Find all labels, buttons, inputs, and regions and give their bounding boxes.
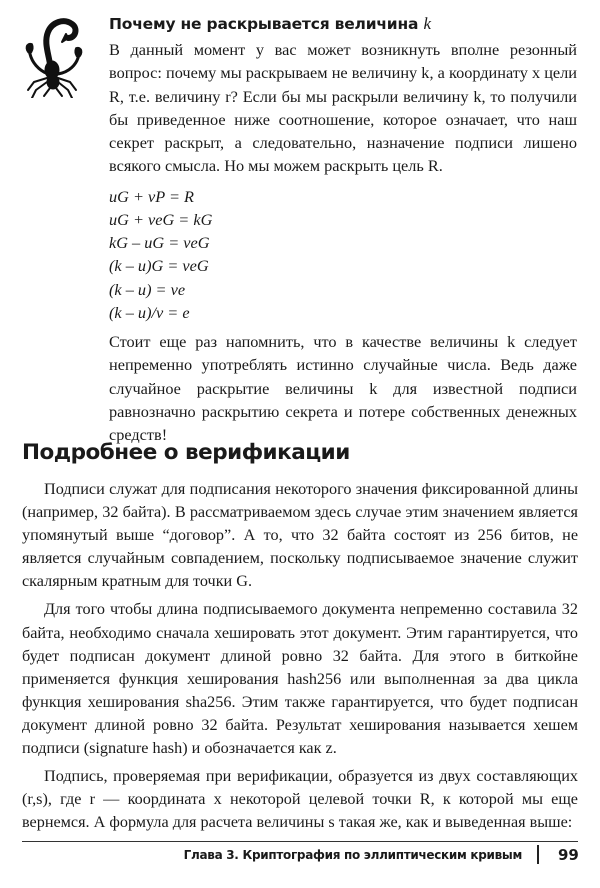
formula-line: uG + vP = R [109, 186, 194, 206]
footer-rule [22, 841, 578, 842]
body-paragraph-3: Подпись, проверяемая при верификации, образуется из двух составляющих (r,s), где r — координата x некоторой целевой точки R, к которой мы еще вернемся. А формула для расчета величины s такая же, как и выведенная выше: [22, 767, 578, 832]
formula-line: uG + veG = kG [109, 209, 213, 229]
sidebar-title: Почему не раскрывается величина k [109, 14, 431, 33]
section-body [22, 478, 578, 839]
scorpion-icon [20, 12, 86, 98]
section-heading: Подробнее о верификации [22, 440, 350, 465]
formula-line: kG – uG = veG [109, 233, 210, 253]
body-paragraph-2: Для того чтобы длина подписываемого документа непременно составила 32 байта, необходимо сначала хешировать этот документ. Этим гарантируется, что будет подписан документ длиной ровно 32 байта. Для этого в биткойне применяется функция хеширования hash256 или выполненная за два цикла функция хеширования sha256. Этим также гарантируется, что будет подписан документ длиной ровно 32 байта. Результат хеширования называется хешем подписи (signature hash) и обозначается как z. [22, 600, 578, 758]
footer-separator [537, 845, 539, 864]
body-paragraph-1: Подписи служат для подписания некоторого значения фиксированной длины (например, 32 байта). В рассматриваемом здесь случае этим значением является упомянутый выше “договор”. А то, что 32 байта состоят из 256 битов, не является случайным совпадением, поскольку подписываемое значение служит скалярным кратным для точки G. [22, 480, 578, 591]
formula-line: (k – u)/v = e [109, 302, 190, 322]
sidebar-paragraph-1: В данный момент у вас может возникнуть вполне резонный вопрос: почему мы раскрываем не величину k, а координату x цели R, т.е. величину r? Если бы мы раскрыли величину k, то получили бы приведенное ниже соотношение, которое означает, что наш секрет раскрыт, а следовательно, назначение подписи лишено всякого смысла. Но мы можем раскрыть цель R. [109, 40, 577, 176]
footer-chapter-title: Глава 3. Криптография по эллиптическим кривым [183, 848, 522, 862]
page-number: 99 [558, 846, 579, 864]
formula-line: (k – u)G = veG [109, 256, 209, 276]
formula-line: (k – u) = ve [109, 279, 186, 299]
sidebar-note [109, 14, 577, 446]
sidebar-paragraph-2: Стоит еще раз напомнить, что в качестве величины k следует непременно употреблять истинно случайные числа. Ведь даже случайное раскрытие величины k для известной подписи равнозначно раскрытию секрета и потере собственных денежных средств! [109, 332, 577, 445]
formula-block [109, 185, 577, 324]
